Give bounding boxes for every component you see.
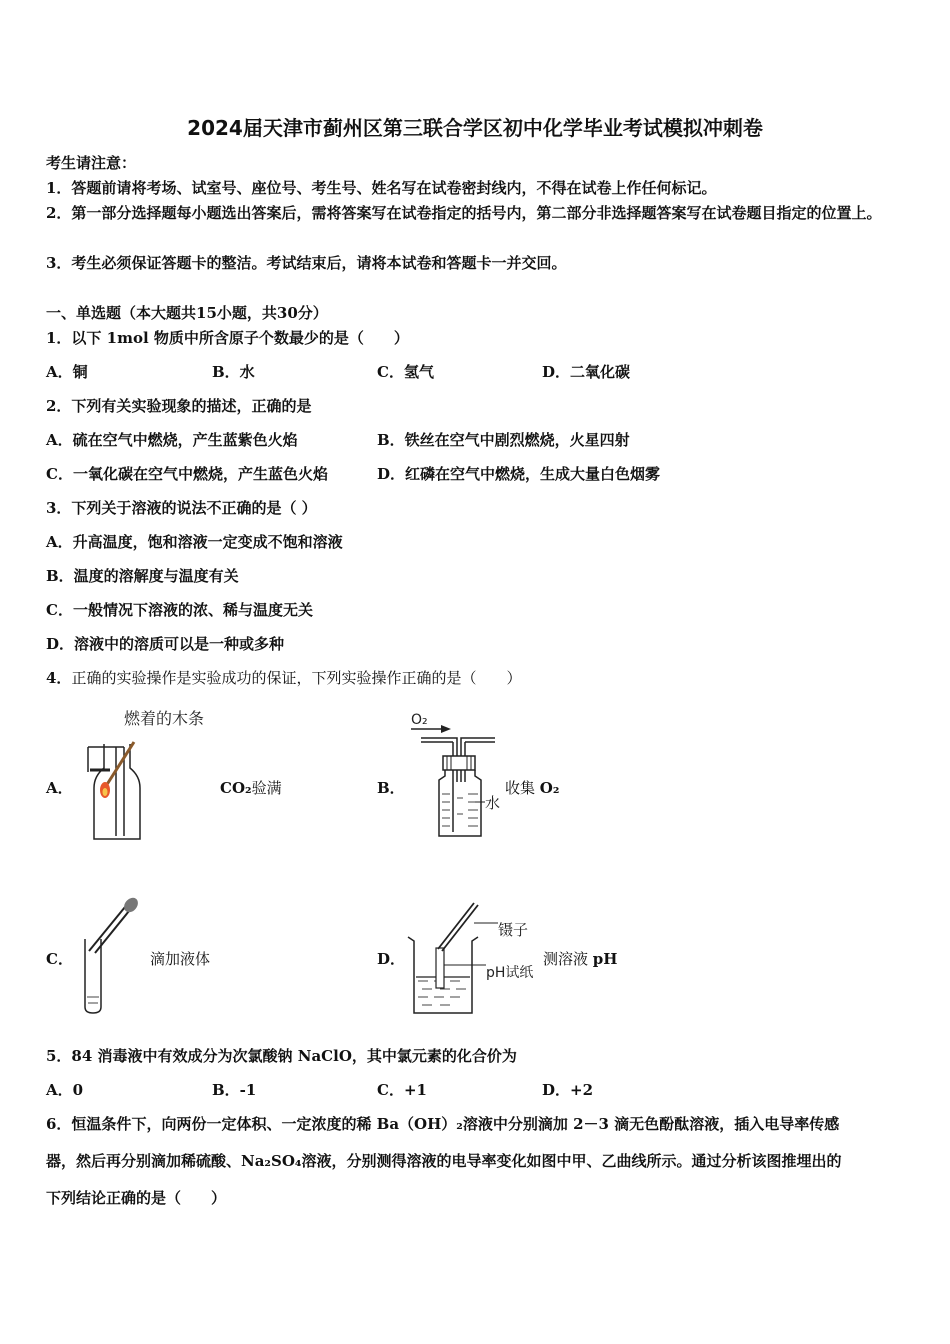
o2-inlet-label: O₂ [411,712,428,728]
q4-number: 4． [46,669,72,687]
q3-option-b: B．温度的溶解度与温度有关 [46,567,239,585]
q5-option-d: D．+2 [542,1081,594,1099]
q4-stem-text: 正确的实验操作是实验成功的保证，下列实验操作正确的是（ ） [71,669,522,687]
burning-stick-label: 燃着的木条 [124,709,205,728]
q3-option-c: C．一般情况下溶液的浓、稀与温度无关 [46,601,313,619]
q4-option-b-letter: B． [377,779,405,797]
notice-item-2: 2．第一部分选择题每小题选出答案后，需将答案写在试卷指定的括号内，第二部分非选择题答案写在试卷题目指定的位置上。 [46,204,882,222]
q4-option-d-caption [543,948,617,969]
page-title: 2024届天津市蓟州区第三联合学区初中化学毕业考试模拟冲刺卷 [187,116,763,140]
q5-option-a: A．0 [46,1081,84,1099]
co2-formula: CO₂ [220,779,252,797]
notice-header: 考生请注意： [46,154,137,172]
q4-option-c-letter: C． [46,950,73,968]
q6-stem-line-2: 器，然后再分别滴加稀硫酸、Na₂SO₄溶液，分别测得溶液的电导率变化如图中甲、乙曲线所示。通过分析该图推埋出的 [46,1152,842,1170]
q4-option-c-caption: 滴加液体 [150,950,211,968]
q3-option-d: D．溶液中的溶质可以是一种或多种 [46,635,285,653]
q3-option-a: A．升高温度，饱和溶液一定变成不饱和溶液 [46,533,343,551]
ph-test-figure [400,893,545,1018]
q2-option-d: D．红磷在空气中燃烧，生成大量白色烟雾 [377,465,661,483]
q2-option-c: C．一氧化碳在空气中燃烧，产生蓝色火焰 [46,465,328,483]
ph-paper-label: pH试纸 [486,965,534,981]
notice-item-3: 3．考生必须保证答题卡的整洁。考试结束后，请将本试卷和答题卡一并交回。 [46,254,567,272]
q2-option-b: B．铁丝在空气中剧烈燃烧，火星四射 [377,431,630,449]
q4-option-d-letter: D． [377,950,406,968]
q2-option-a: A．硫在空气中燃烧，产生蓝紫色火焰 [46,431,298,449]
notice-item-1: 1．答题前请将考场、试室号、座位号、考生号、姓名写在试卷密封线内，不得在试卷上作任何标记。 [46,179,717,197]
q3-stem: 3．下列关于溶液的说法不正确的是（ ） [46,499,317,517]
q1-option-c: C．氢气 [377,363,434,381]
water-label: 水 [485,794,501,812]
q5-option-b: B．-1 [212,1081,257,1099]
q4-option-b-caption [505,777,559,798]
q5-option-c: C．+1 [377,1081,427,1099]
ph-formula: pH [592,950,618,968]
q5-stem: 5．84 消毒液中有效成分为次氯酸钠 NaClO，其中氯元素的化合价为 [46,1047,517,1065]
measure-label: 测溶液 [543,950,593,968]
co2-check-label: 验满 [251,779,282,797]
q1-option-b: B．水 [212,363,255,381]
o2-formula: O₂ [539,779,560,797]
q6-stem-line-3: 下列结论正确的是（ ） [46,1189,227,1207]
q1-option-d: D．二氧化碳 [542,363,631,381]
collect-o2-figure [405,702,515,842]
dropper-figure [75,893,145,1018]
q4-option-a-caption [220,777,282,798]
q1-stem: 1．以下 1mol 物质中所含原子个数最少的是（ ） [46,329,409,347]
co2-check-figure [80,702,230,847]
q2-stem: 2．下列有关实验现象的描述，正确的是 [46,397,312,415]
q6-stem-line-1: 6．恒温条件下，向两份一定体积、一定浓度的稀 Ba（OH）₂溶液中分别滴加 2－3 滴无色酚酞溶液，插入电导率传感 [46,1115,840,1133]
collect-label: 收集 [505,779,540,797]
q4-option-a-letter: A． [46,779,73,797]
q1-option-a: A．铜 [46,363,88,381]
tweezers-label: 镊子 [498,921,529,939]
section-heading: 一、单选题（本大题共15小题，共30分） [46,304,328,322]
q4-stem [46,667,521,688]
